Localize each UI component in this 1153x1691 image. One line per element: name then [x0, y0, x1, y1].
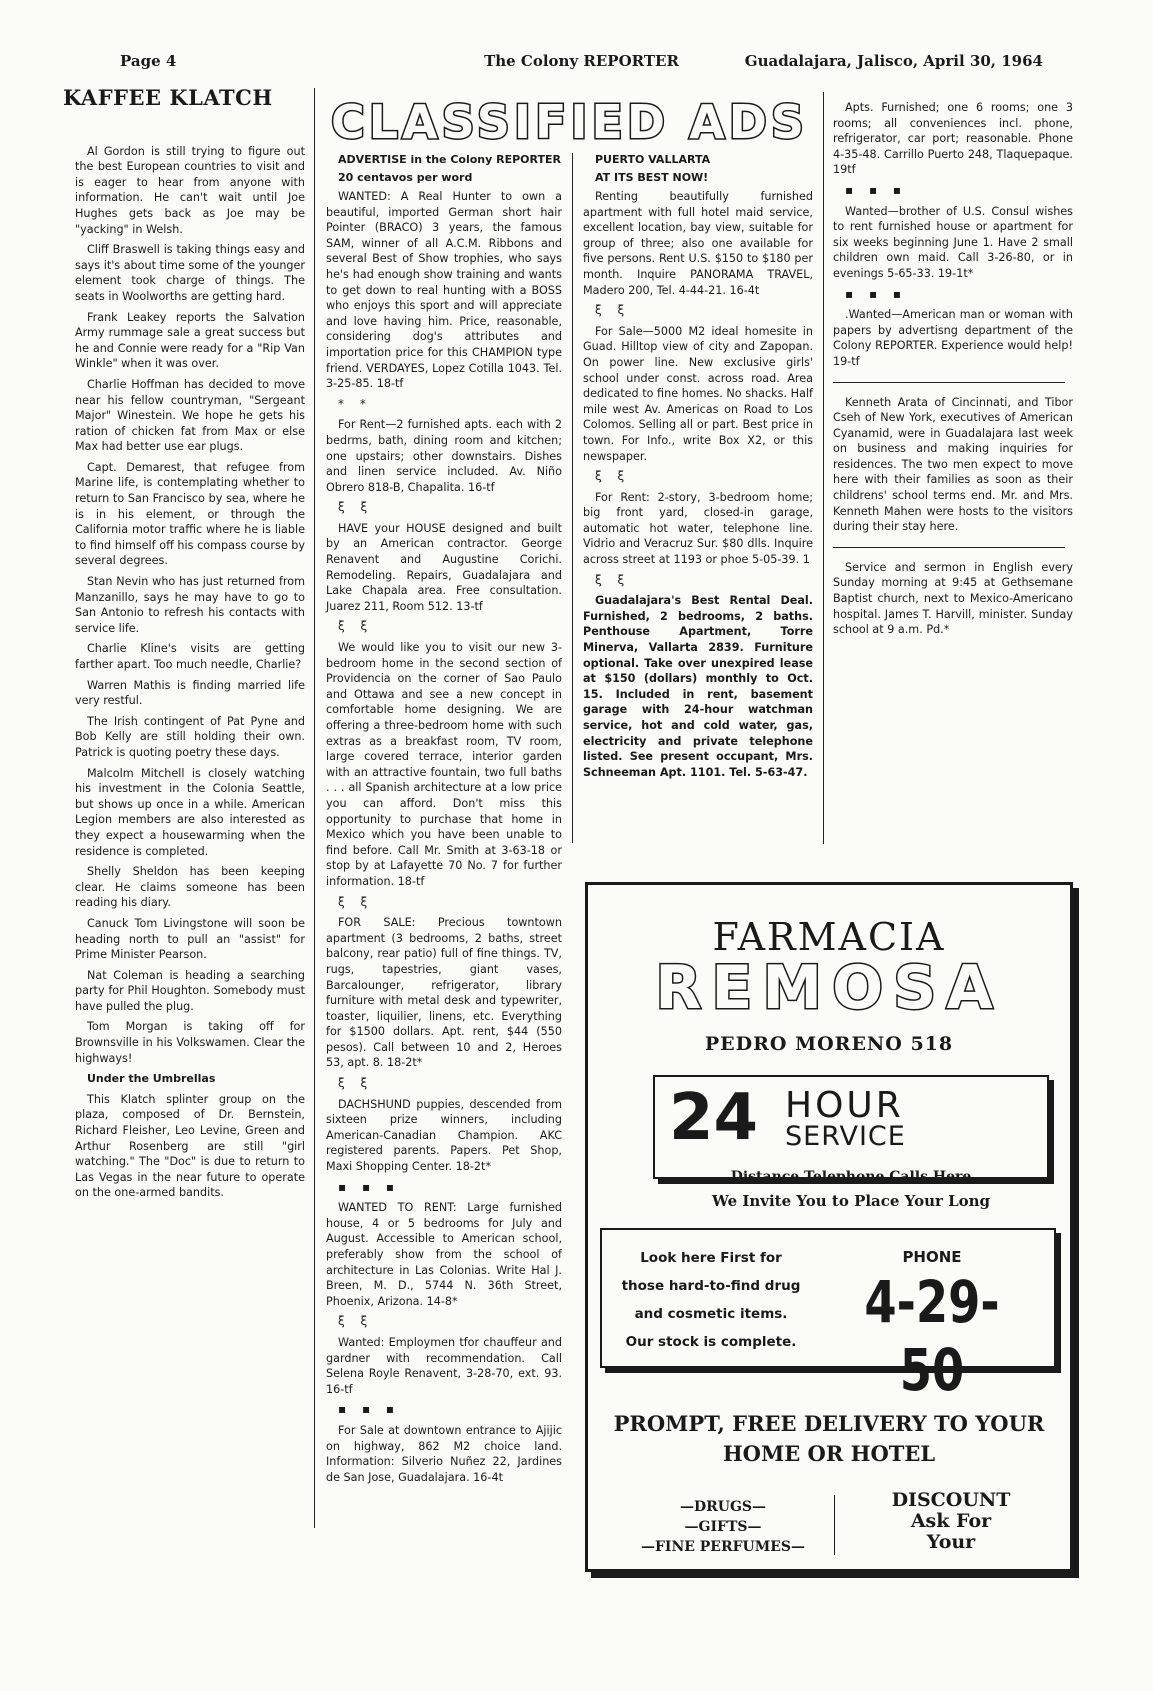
- classifieds-column-3: [833, 100, 1073, 643]
- look-line: Our stock is complete.: [625, 1334, 797, 1350]
- horizontal-rule: [833, 547, 1065, 548]
- news-paragraph: Stan Nevin who has just returned from Manzanillo, says he may have to go to San Antonio to refresh his contacts with service life.: [75, 575, 305, 635]
- look-line: Look here First for: [640, 1250, 782, 1266]
- ad-separator: ▪ ▪ ▪: [845, 286, 908, 301]
- classified-ad: WANTED TO RENT: Large furnished house, 4 or 5 bedrooms for July and August. Accessible to American school, preferably show from the school of architecture in Las Colonias. Write Hal J. Breen, M. D., 5744 N. 36th Street, Phoenix, Arizona. 14-8*: [326, 1201, 562, 1308]
- news-paragraph: This Klatch splinter group on the plaza, composed of Dr. Bernstein, Richard Fleisher, Leo Levine, Green and Arthur Rosenberg are still "girl watching." The "Doc" is due to return to Las Vegas in the near future to operate on the one-armed bandits.: [75, 1092, 305, 1200]
- classified-ad: For Rent: 2-story, 3-bedroom home; big front yard, closed-in garage, automatic hot water, telephone line. Vidrio and Veracruz Sur. $80 dlls. Inquire across street at 1193 or phoe 5-05-39. 1: [583, 490, 813, 567]
- classified-ad: WANTED: A Real Hunter to own a beautiful, imported German short hair Pointer (BRACO) 3 years, the famous SAM, winner of all A.C.M. Ribbons and several Best of Show trophies, who says he's had enough show training and wants to get down to real hunting with a BOSS who enjoys this sport and will appreciate and love having him. Price, reasonable, considering dog's attributes and importation price for this CHAMPION type friend. VERDAYES, Lopez Cotilla 1043. Tel. 3-25-85. 18-tf: [326, 190, 562, 391]
- news-paragraph: Cliff Braswell is taking things easy and says it's about time some of the younger element took charge of things. The seats in Woolworths are getting hard.: [75, 243, 305, 303]
- farmacia-address: PEDRO MORENO 518: [704, 1033, 954, 1055]
- page-header: [120, 52, 1043, 76]
- classified-ad: .Wanted—American man or woman with papers by advertisng department of the Colony REPORTER. Experience would help! 19-tf: [833, 308, 1073, 368]
- ad-separator: * *: [338, 396, 372, 411]
- farmacia-label: FARMACIA: [712, 915, 946, 959]
- 24-hour-service-box: [653, 1075, 1049, 1210]
- ad-separator: ξ ξ: [595, 469, 631, 484]
- farmacia-name: REMOSA: [655, 953, 1003, 1023]
- product-item: —DRUGS—: [679, 1499, 767, 1515]
- news-paragraph: Kenneth Arata of Cincinnati, and Tibor Cseh of New York, executives of American Cyanamid, were in Guadalajara last week on business and making inquiries for residences. The two men expect to move here with their families as soon as their childrens' school terms end. Mr. and Mrs. Kenneth Mahen were hosts to the visitors during their stay here.: [833, 395, 1073, 534]
- section-subhead: Under the Umbrellas: [87, 1072, 216, 1086]
- delivery-text: PROMPT, FREE DELIVERY TO YOUR HOME OR HOTEL: [613, 1411, 1045, 1466]
- puerto-vallarta-heading: PUERTO VALLARTA: [595, 153, 711, 166]
- classified-ad-bold: Guadalajara's Best Rental Deal. Furnished, 2 bedrooms, 2 baths. Penthouse Apartment, Torre Minerva, Vallarta 2839. Furniture optional. Take over unexpired lease at $150 (dollars) monthly to Oct. 15. Included in rent, basement garage with 24-hour watchman service, hot and cold water, gas, electricity and private telephone listed. See present occupant, Mrs. Schneeman Apt. 1101. Tel. 5-63-47.: [583, 594, 813, 779]
- news-paragraph: Shelly Sheldon has been keeping clear. He claims someone has been reading his diary.: [75, 865, 305, 910]
- ask-for-label: Ask For: [910, 1510, 992, 1532]
- ad-separator: ξ ξ: [338, 1076, 374, 1091]
- product-list: [628, 1497, 818, 1557]
- discount-label: DISCOUNT: [891, 1489, 1011, 1511]
- phone-number: 4-29-50: [864, 1268, 1000, 1404]
- classified-ad: FOR SALE: Precious towntown apartment (3 bedrooms, 2 baths, street balcony, rear patio) full of fine things. TV, rugs, tapestries, giant vases, Barcalounger, refrigerator, library furniture with metal desk and typewriter, toaster, liquilier, linens, etc. Everything for $1500 dollars. Apt. rent, $44 (550 pesos). Call between 10 and 2, Heroes 53, apt. 8. 18-2t*: [326, 916, 562, 1070]
- news-paragraph: Canuck Tom Livingstone will soon be heading north to pull an "assist" for Prime Minister Pearson.: [75, 916, 305, 962]
- your-label: Your: [926, 1531, 976, 1553]
- classified-ad: DACHSHUND puppies, descended from sixteen prize winners, including American-Canadian Champion. AKC registered parents. Papers. Pet Shop, Maxi Shopping Center. 18-2t*: [326, 1097, 562, 1174]
- classified-ad: For Sale—5000 M2 ideal homesite in Guad. Hilltop view of city and Zapopan. On power line. New exclusive girls' school under const. across road. Area dedicated to fine homes. No shacks. Half mile west Av. Americas on Road to Los Colomos. Selling all or part. Best price in town. For Info., write Box X2, or this newspaper.: [583, 324, 813, 463]
- classified-ad: For Sale at downtown entrance to Ajijic on highway, 862 M2 choice land. Information: Silverio Nuñez 22, Jardines de San Jose, Guadalajara. 16-4t: [326, 1423, 562, 1484]
- farmacia-remosa-ad: [585, 882, 1073, 1572]
- ad-separator: ▪ ▪ ▪: [338, 1179, 401, 1194]
- news-paragraph: Malcolm Mitchell is closely watching his investment in the Colonia Seattle, but shows up once in a while. American Legion members are also interested as they expect a housewarming when the residence is completed.: [75, 766, 305, 858]
- advertise-rate: 20 centavos per word: [338, 171, 473, 184]
- news-paragraph: The Irish contingent of Pat Pyne and Bob Kelly are still holding their own. Patrick is quoting poetry these days.: [75, 714, 305, 759]
- classified-ad: Apts. Furnished; one 6 rooms; one 3 rooms; all conveniences incl. phone, refrigerator, car port; reasonable. Phone 4-35-48. Carrillo Puerto 248, Tlaquepaque. 19tf: [833, 101, 1073, 177]
- column-rule-2: [572, 153, 573, 843]
- dateline: Guadalajara, Jalisco, April 30, 1964: [744, 52, 1043, 70]
- phone-label: PHONE: [902, 1248, 962, 1266]
- ad-separator: ξ ξ: [338, 500, 374, 515]
- ad-separator: ξ ξ: [595, 572, 631, 587]
- classified-ad: Wanted—brother of U.S. Consul wishes to rent furnished house or apartment for six weeks beginning June 1. Have 2 small children own maid. Call 3-26-80, or in evenings 5-65-33. 19-1t*: [833, 204, 1073, 280]
- discount-block: [856, 1490, 1046, 1553]
- page-number: Page 4: [120, 52, 177, 70]
- look-line: those hard-to-find drug: [621, 1278, 801, 1294]
- advertise-heading: ADVERTISE in the Colony REPORTER: [338, 153, 561, 166]
- product-item: —GIFTS—: [684, 1519, 762, 1535]
- distance-calls-text: Distance Telephone Calls Here: [730, 1169, 972, 1185]
- hour-label: HOUR: [785, 1085, 904, 1126]
- classified-ad: For Rent—2 furnished apts. each with 2 bedrms, bath, dining room and kitchen; one upstairs; other downstairs. Dishes and linen service included. Av. Niño Obrero 818-B, Chapalita. 16-tf: [326, 418, 562, 494]
- news-paragraph: Tom Morgan is taking off for Brownsville in his Volkswamen. Clear the highways!: [75, 1020, 305, 1065]
- news-paragraph: Frank Leakey reports the Salvation Army rummage sale a great success but he and Connie were ready for a "Rip Van Winkle" when it was over.: [75, 310, 305, 371]
- look-line: and cosmetic items.: [634, 1306, 788, 1322]
- classified-ad: HAVE your HOUSE designed and built by an American contractor. George Renavent and Augustine Corichi. Remodeling. Repairs, Guadalajara and Lake Chapala area. Free consultation. Juarez 211, Room 512. 13-tf: [326, 521, 562, 613]
- ad-separator: ξ ξ: [338, 1314, 374, 1329]
- look-here-box: [600, 1228, 1056, 1404]
- church-notice: Service and sermon in English every Sunday morning at 9:45 at Gethsemane Baptist church, next to Mexico-Americano hospital. James T. Harvill, minister. Sunday school at 9 a.m. Pd.*: [833, 560, 1073, 637]
- news-paragraph: Charlie Hoffman has decided to move near his fellow countryman, "Sergeant Major" Winestein. We hope he gets his ration of chicken fat from Max or else Max had better use ear plugs.: [75, 377, 305, 454]
- kaffee-klatch-column: [63, 85, 305, 1206]
- masthead-text: CLASSIFIED ADS: [330, 95, 809, 149]
- classified-ad: Wanted: Employmen tfor chauffeur and gardner with recommendation. Call Selena Royle Renavent, 3-28-70, ext. 93. 16-tf: [326, 1335, 562, 1396]
- ad-separator: ξ ξ: [338, 619, 374, 634]
- news-paragraph: Warren Mathis is finding married life very restful.: [75, 678, 305, 708]
- product-item: —FINE PERFUMES—: [640, 1539, 806, 1555]
- service-label: SERVICE: [785, 1121, 906, 1152]
- column-rule-3: [823, 92, 824, 844]
- bottom-divider: [834, 1495, 835, 1555]
- puerto-vallarta-subheading: AT ITS BEST NOW!: [595, 171, 709, 184]
- look-here-text: [616, 1244, 806, 1356]
- ad-separator: ▪ ▪ ▪: [338, 1402, 401, 1417]
- column-title: KAFFEE KLATCH: [63, 85, 273, 110]
- news-paragraph: Capt. Demarest, that refugee from Marine life, is contemplating whether to return to San Francisco by sea, where he is in his element, or through the California motor traffic where he is liable to find himself off his compass course by several degrees.: [75, 460, 305, 568]
- ad-separator: ▪ ▪ ▪: [845, 182, 908, 197]
- ad-separator: ξ ξ: [595, 303, 631, 318]
- newspaper-name: The Colony REPORTER: [484, 52, 679, 70]
- classifieds-column-1: [326, 153, 562, 1490]
- news-paragraph: Nat Coleman is heading a searching party for Phil Houghton. Somebody must have pulled the plug.: [75, 968, 305, 1013]
- classified-ad: We would like you to visit our new 3-bedroom home in the second section of Providencia on the corner of Sao Paulo and Ottawa and see a new concept in comfortable home designing. We are offering a three-bedroom home with such extras as a breakfast room, TV room, large covered terrace, interior garden with an attractive fountain, two full baths . . . all Spanish architecture at a low price you can afford. Don't miss this opportunity to purchase that home in Mexico which you have been unable to find before. Call Mr. Smith at 3-63-18 or stop by at Lafayette 70 No. 7 for further information. 18-tf: [326, 641, 562, 888]
- horizontal-rule: [833, 382, 1065, 383]
- invite-text: We Invite You to Place Your Long: [711, 1192, 991, 1210]
- column-rule-1: [314, 88, 315, 1528]
- classified-ads-masthead: [326, 92, 813, 152]
- news-paragraph: Charlie Kline's visits are getting farther apart. Too much needle, Charlie?: [75, 642, 305, 671]
- news-paragraph: Al Gordon is still trying to figure out the best European countries to visit and is eager to hear from anyone with information. He can't wait until Joe Hughes gets back as Joe may be "yacking" in Welsh.: [75, 144, 305, 236]
- classifieds-column-2: [583, 153, 813, 785]
- 24-number: 24: [669, 1081, 759, 1155]
- classified-ad: Renting beautifully furnished apartment with full hotel maid service, excellent location, bay view, suitable for group of three; also one available for five persons. Rent U.S. $150 to $180 per month. Inquire PANORAMA TRAVEL, Madero 200, Tel. 4-44-21. 16-4t: [583, 190, 813, 297]
- ad-separator: ξ ξ: [338, 894, 374, 909]
